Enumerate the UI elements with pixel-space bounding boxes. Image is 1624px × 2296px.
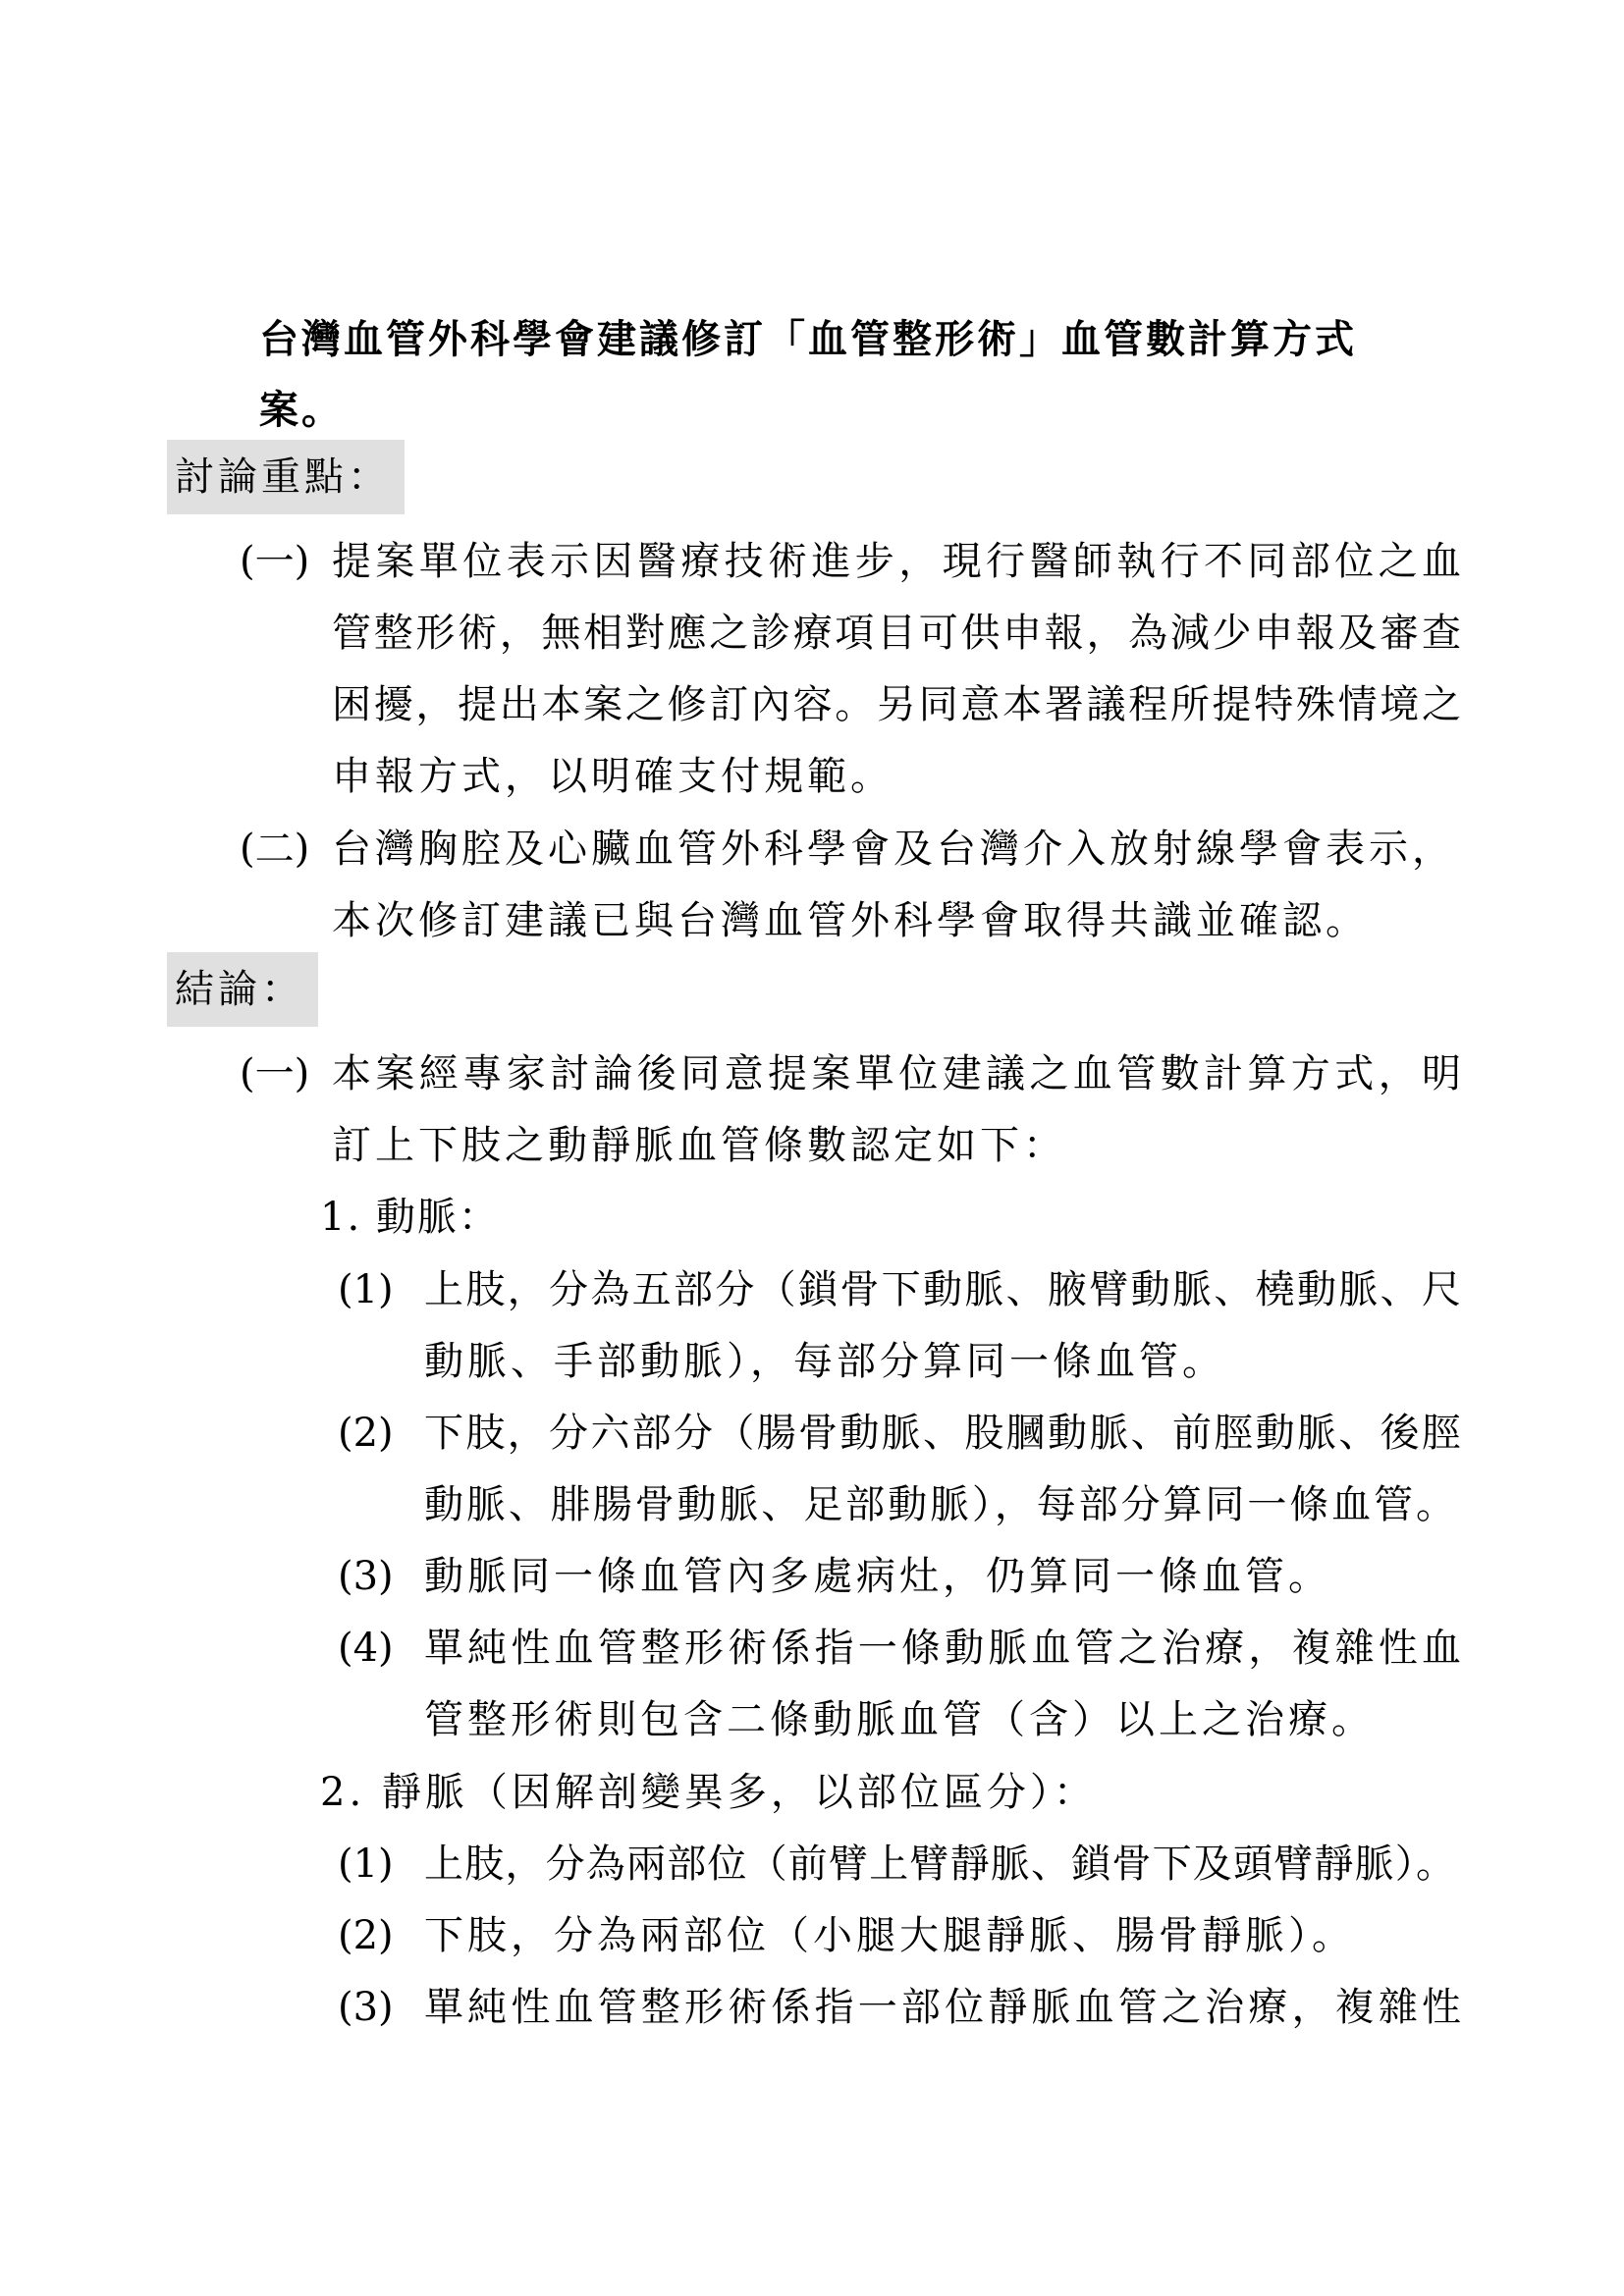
vein-item-3-line: 單純性血管整形術係指一部位靜脈血管之治療，複雜性: [424, 1985, 1461, 2030]
vein-item-2-line: 下肢，分為兩部位（小腿大腿靜脈、腸骨靜脈）。: [424, 1913, 1355, 1958]
discussion-item-2-line: 台灣胸腔及心臟血管外科學會及台灣介入放射線學會表示，: [332, 827, 1451, 872]
vein-item-2-marker: (2): [338, 1913, 394, 1958]
discussion-item-1-line: 申報方式，以明確支付規範。: [332, 754, 893, 799]
artery-item-4-line: 單純性血管整形術係指一條動脈血管之治療，複雜性血: [424, 1626, 1461, 1671]
artery-item-1-line: 動脈、手部動脈），每部分算同一條血管。: [424, 1339, 1225, 1384]
conclusion-item-1-line: 訂上下肢之動靜脈血管條數認定如下：: [332, 1123, 1066, 1168]
artery-item-1-line: 上肢，分為五部分（鎖骨下動脈、腋臂動脈、橈動脈、尺: [424, 1267, 1461, 1312]
document-title-line-2: 案。: [259, 388, 344, 433]
discussion-item-2-marker: (二): [240, 827, 310, 872]
vein-item-1-marker: (1): [338, 1842, 394, 1887]
discussion-item-2-line: 本次修訂建議已與台灣血管外科學會取得共識並確認。: [332, 898, 1369, 943]
vein-heading: 2. 靜脈（因解剖變異多，以部位區分）：: [320, 1770, 1097, 1815]
artery-item-1-marker: (1): [338, 1267, 394, 1312]
discussion-heading: 討論重點：: [167, 440, 405, 514]
artery-item-3-line: 動脈同一條血管內多處病灶，仍算同一條血管。: [424, 1554, 1331, 1599]
conclusion-heading: 結論：: [167, 952, 318, 1027]
artery-item-3-marker: (3): [338, 1554, 394, 1599]
artery-item-2-line: 下肢，分六部分（腸骨動脈、股膕動脈、前脛動脈、後脛: [424, 1411, 1461, 1456]
artery-item-4-line: 管整形術則包含二條動脈血管（含）以上之治療。: [424, 1697, 1375, 1742]
document-title-line-1: 台灣血管外科學會建議修訂「血管整形術」血管數計算方式: [259, 317, 1357, 362]
vein-item-3-marker: (3): [338, 1985, 394, 2030]
vein-item-1-line: 上肢，分為兩部位（前臂上臂靜脈、鎖骨下及頭臂靜脈）。: [424, 1842, 1455, 1887]
artery-item-2-line: 動脈、腓腸骨動脈、足部動脈），每部分算同一條血管。: [424, 1482, 1455, 1527]
discussion-item-1-line: 困擾，提出本案之修訂內容。另同意本署議程所提特殊情境之: [332, 682, 1461, 727]
discussion-item-1-line: 管整形術，無相對應之診療項目可供申報，為減少申報及審查: [332, 611, 1461, 656]
artery-heading: 1. 動脈：: [320, 1195, 500, 1240]
discussion-item-1-marker: (一): [240, 539, 310, 584]
conclusion-item-1-line: 本案經專家討論後同意提案單位建議之血管數計算方式，明: [332, 1051, 1461, 1096]
artery-item-4-marker: (4): [338, 1626, 394, 1671]
conclusion-item-1-marker: (一): [240, 1051, 310, 1096]
discussion-item-1-line: 提案單位表示因醫療技術進步，現行醫師執行不同部位之血: [332, 539, 1461, 584]
artery-item-2-marker: (2): [338, 1411, 394, 1456]
